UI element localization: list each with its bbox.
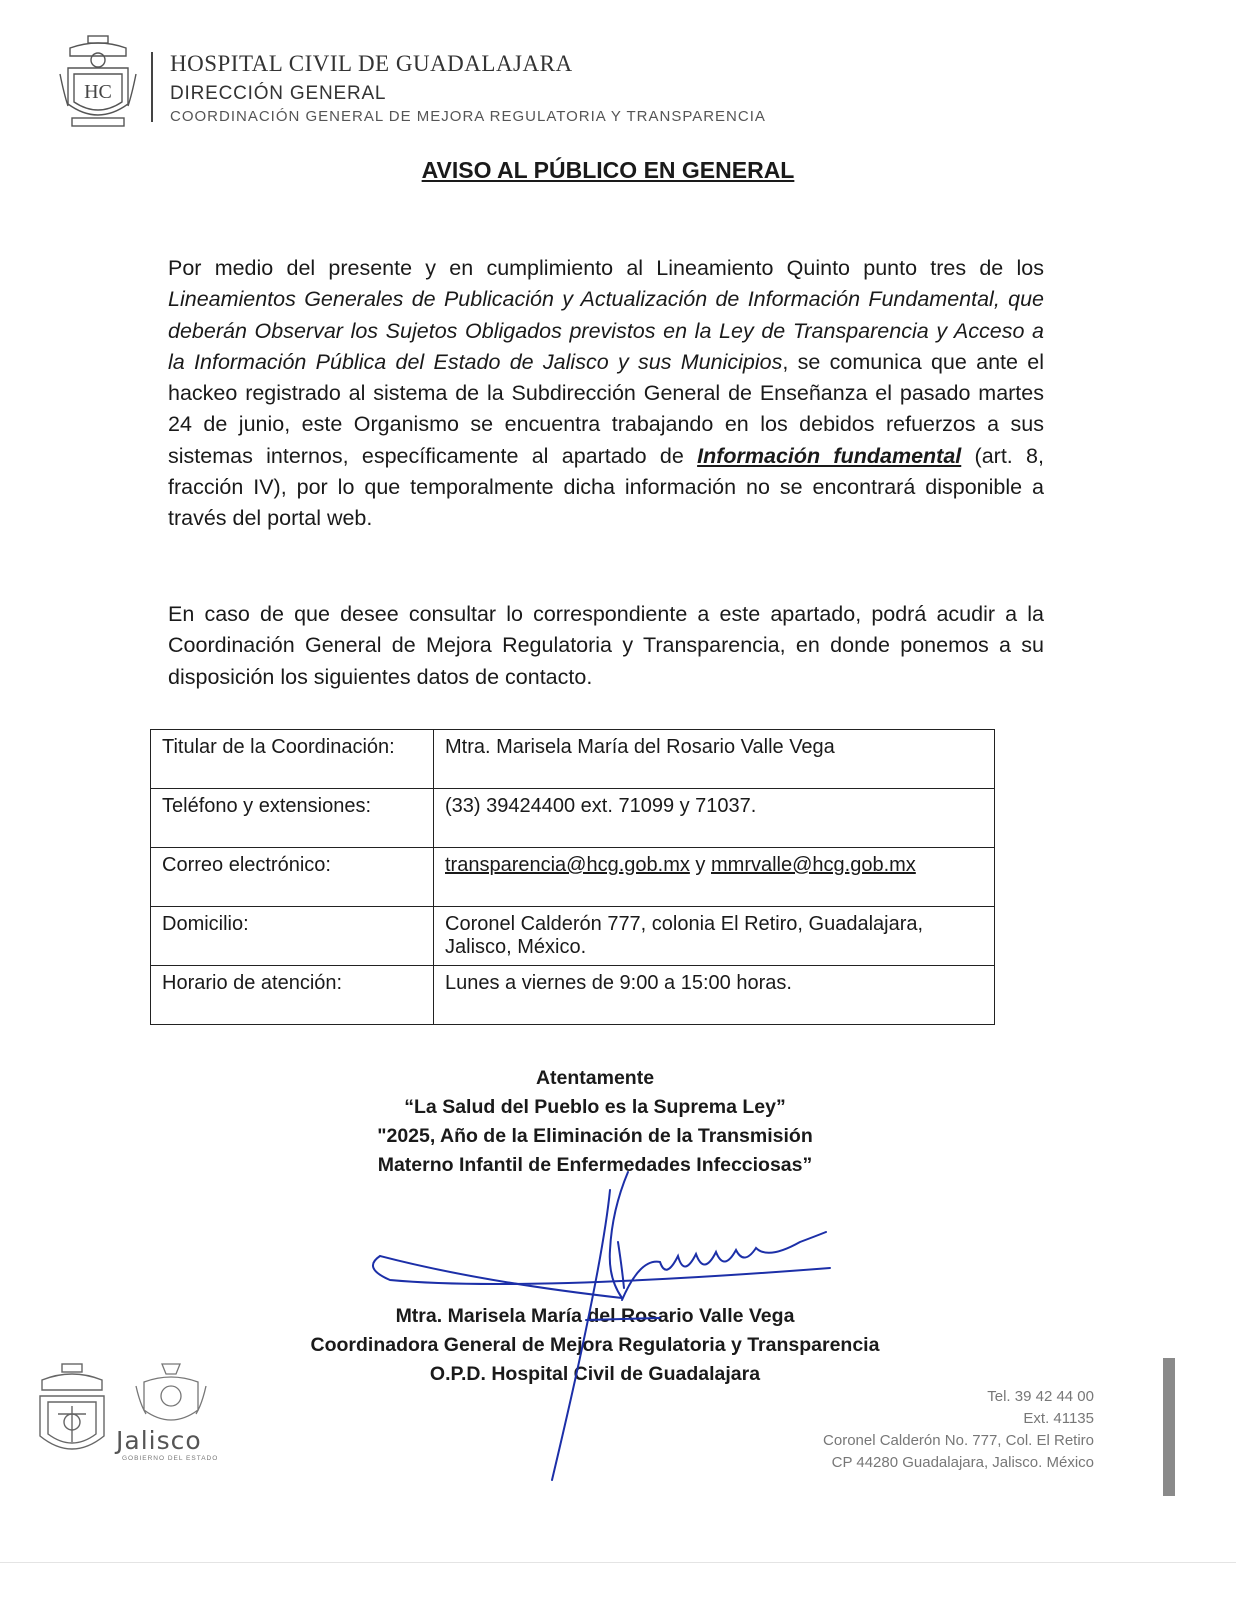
signatory-institution: O.P.D. Hospital Civil de Guadalajara xyxy=(429,1363,761,1385)
phone-value: (33) 39424400 ext. 71099 y 71037. xyxy=(434,789,995,848)
email-value xyxy=(434,848,995,907)
hours-value: Lunes a viernes de 9:00 a 15:00 horas. xyxy=(434,966,995,1025)
jalisco-crest-icon xyxy=(132,1360,210,1432)
email-joiner: y xyxy=(689,854,711,876)
address-label: Domicilio: xyxy=(151,907,434,966)
table-row xyxy=(151,907,995,966)
table-row xyxy=(151,848,995,907)
signatory-position: Coordinadora General de Mejora Regulatoria y Transparencia xyxy=(310,1334,880,1356)
footer-tel: Tel. 39 42 44 00 xyxy=(987,1388,1094,1405)
signatory-name: Mtra. Marisela María del Rosario Valle Vega xyxy=(395,1305,795,1327)
p1-intro: Por medio del presente y en cumplimiento al Lineamiento Quinto punto tres de los xyxy=(168,256,1044,280)
p1-end: (art. 8, fracción IV), por lo que temporalmente dicha información no se encontrará disponible a través del portal web. xyxy=(168,443,1044,531)
direction-name: DIRECCIÓN GENERAL xyxy=(170,83,387,104)
table-row xyxy=(151,966,995,1025)
email-label: Correo electrónico: xyxy=(151,848,434,907)
footer-street: Coronel Calderón No. 777, Col. El Retiro xyxy=(823,1432,1094,1449)
scan-edge-line xyxy=(0,1562,1236,1563)
coordination-name: COORDINACIÓN GENERAL DE MEJORA REGULATORIA Y TRANSPARENCIA xyxy=(170,108,766,125)
closing-year-slogan-2: Materno Infantil de Enfermedades Infecciosas” xyxy=(377,1154,813,1176)
closing-year-slogan-1: "2025, Año de la Eliminación de la Transmisión xyxy=(377,1125,813,1147)
email-link-mmrvalle[interactable]: mmrvalle@hcg.gob.mx xyxy=(711,854,916,876)
gobierno-label: GOBIERNO DEL ESTADO xyxy=(122,1455,219,1462)
paragraph-contact-intro: En caso de que desee consultar lo correspondiente a este apartado, podrá acudir a la Coordinación General de Mejora Regulatoria y Transparencia, en donde ponemos a su disposición los siguientes datos de contacto. xyxy=(168,602,1044,689)
closing-salutation: Atentamente xyxy=(535,1067,655,1089)
header-divider xyxy=(151,52,153,122)
signature-icon xyxy=(360,1150,840,1490)
table-row xyxy=(151,730,995,789)
p1-middle: , se comunica que ante el hackeo registrado al sistema de la Subdirección General de Enseñanza el pasado martes 24 de junio, este Organismo se encuentra trabajando en los debidos refuerzos a sus sistemas internos, específicamente al apartado de xyxy=(168,349,1045,468)
hours-label: Horario de atención: xyxy=(151,966,434,1025)
email-link-transparencia[interactable]: transparencia@hcg.gob.mx xyxy=(445,854,690,876)
paragraph-notice xyxy=(168,253,1044,535)
phone-label: Teléfono y extensiones: xyxy=(151,789,434,848)
scan-edge-bar xyxy=(1163,1358,1175,1496)
p1-highlight: Información fundamental xyxy=(697,443,962,468)
closing-motto: “La Salud del Pueblo es la Suprema Ley” xyxy=(404,1096,786,1118)
table-row xyxy=(151,789,995,848)
footer-city: CP 44280 Guadalajara, Jalisco. México xyxy=(831,1454,1094,1471)
page-title: AVISO AL PÚBLICO EN GENERAL xyxy=(421,157,795,183)
hospital-name: HOSPITAL CIVIL DE GUADALAJARA xyxy=(170,51,573,76)
hcg-crest-icon xyxy=(58,34,138,130)
address-value: Coronel Calderón 777, colonia El Retiro, Guadalajara, Jalisco, México. xyxy=(434,907,995,966)
jalisco-shield-icon xyxy=(34,1362,110,1466)
titular-label: Titular de la Coordinación: xyxy=(151,730,434,789)
jalisco-wordmark: Jalisco xyxy=(116,1426,202,1455)
contact-table xyxy=(150,729,995,1025)
footer-ext: Ext. 41135 xyxy=(1023,1410,1094,1427)
svg-text:HC: HC xyxy=(84,81,112,103)
p1-legal-reference: Lineamientos Generales de Publicación y Actualización de Información Fundamental, que deberán Observar los Sujetos Obligados previstos en la Ley de Transparencia y Acceso a la Información Pública del Estado de Jalisco y sus Municipios xyxy=(168,287,1044,374)
titular-value: Mtra. Marisela María del Rosario Valle Vega xyxy=(434,730,995,789)
